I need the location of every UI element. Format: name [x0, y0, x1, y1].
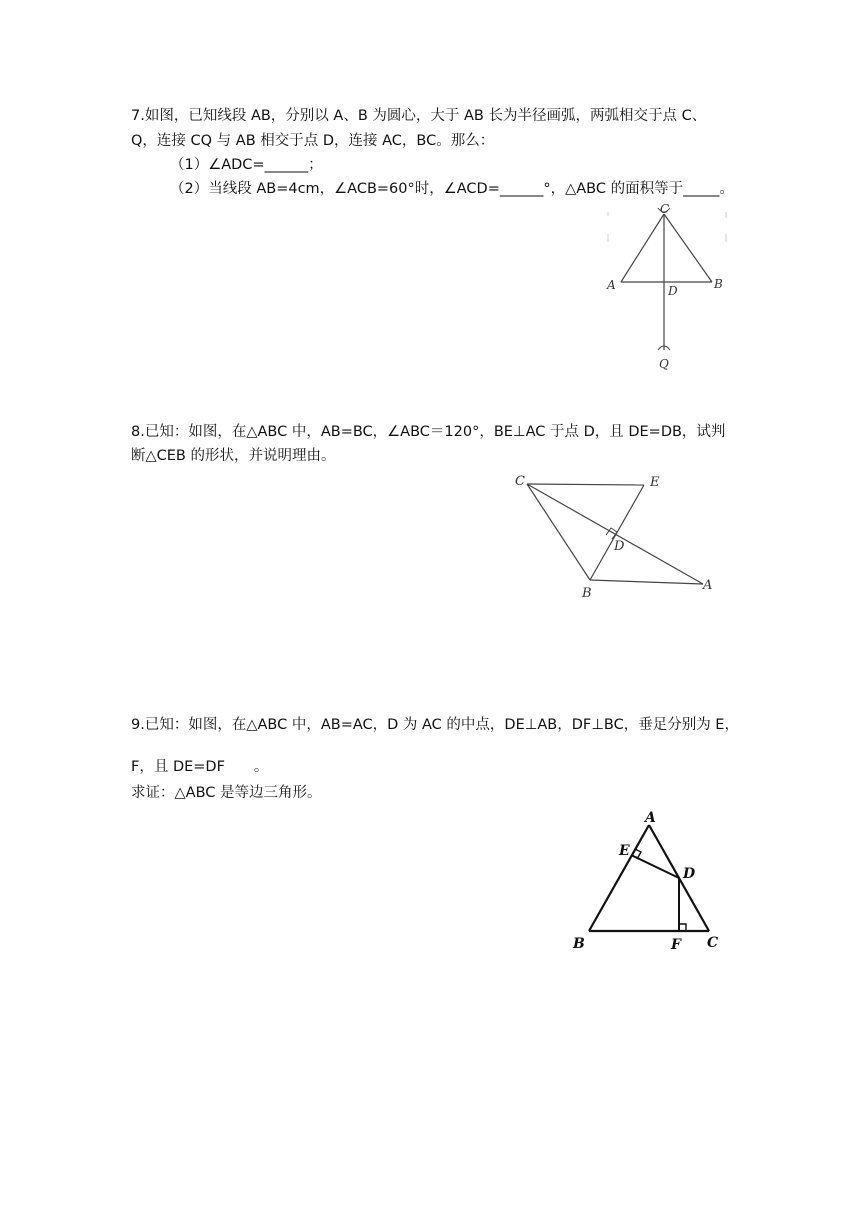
q7-part2: （2）当线段 AB=4cm，∠ACB=60°时，∠ACD=______°，△ABC 的面积等于_____。 [170, 181, 734, 197]
q8-segment-cb [527, 484, 590, 580]
q9-text-line2: F，且 DE=DF 。 [131, 759, 269, 775]
q7-segment-ac [621, 214, 664, 282]
q8-label-d: D [614, 539, 625, 554]
q9-label-f: F [671, 937, 681, 953]
q8-segment-ba [590, 580, 703, 584]
q9-label-c: C [707, 935, 719, 951]
q7-text-line1: 7.如图，已知线段 AB，分别以 A、B 为圆心，大于 AB 长为半径画弧，两弧相交于点 C、 [131, 108, 707, 124]
q8-figure [510, 468, 725, 603]
q8-label-a: A [703, 578, 713, 593]
q8-label-e: E [650, 475, 660, 490]
q9-label-a: A [645, 810, 656, 826]
q8-label-b: B [582, 586, 592, 601]
q7-segment-bc [664, 214, 712, 282]
q7-figure [596, 200, 736, 375]
q9-figure [565, 805, 730, 960]
q9-text-line1: 9.已知：如图，在△ABC 中，AB=AC，D 为 AC 的中点，DE⊥AB，DF⊥BC，垂足分别为 E， [131, 717, 739, 733]
q9-text-line3: 求证：△ABC 是等边三角形。 [131, 785, 322, 801]
q7-label-b: B [714, 277, 723, 291]
q7-label-a: A [607, 278, 616, 292]
q8-text-line2: 断△CEB 的形状，并说明理由。 [131, 448, 336, 464]
q9-label-b: B [573, 936, 585, 952]
q9-label-d: D [683, 866, 696, 882]
q9-label-e: E [619, 843, 630, 859]
q8-text-line1: 8.已知：如图，在△ABC 中，AB=BC，∠ABC＝120°，BE⊥AC 于点 D，且 DE=DB，试判 [131, 424, 726, 440]
q8-label-c: C [515, 474, 525, 489]
q7-label-d: D [668, 284, 678, 298]
q9-segment-ab [589, 825, 649, 931]
q8-segment-ce [527, 484, 644, 485]
q7-text-line2: Q，连接 CQ 与 AB 相交于点 D，连接 AC，BC。那么： [131, 133, 495, 149]
q7-part1: （1）∠ADC=______； [170, 157, 323, 173]
q7-label-c: C [660, 202, 670, 216]
q7-label-q: Q [659, 357, 669, 371]
